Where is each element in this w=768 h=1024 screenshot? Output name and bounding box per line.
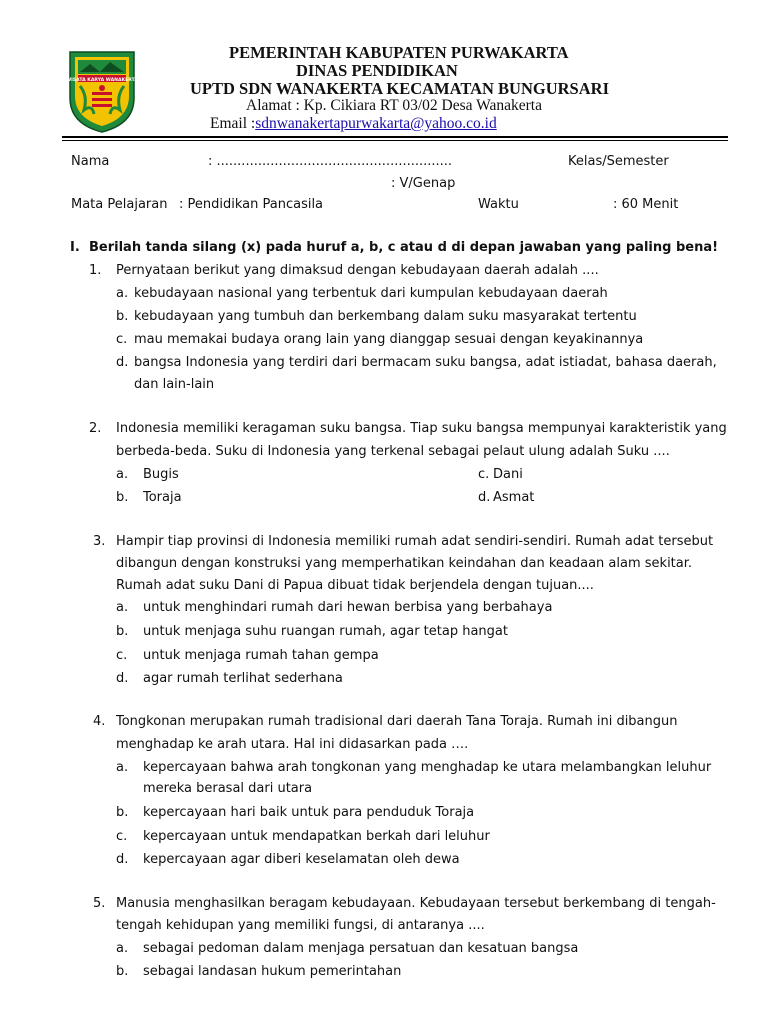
section-number: I. — [70, 240, 80, 255]
header-address: Alamat : Kp. Cikiara RT 03/02 Desa Wanakerta — [246, 97, 542, 114]
option-letter: b. — [116, 624, 129, 639]
option-text: kepercayaan untuk mendapatkan berkah dari leluhur — [143, 829, 490, 844]
class-value: : V/Genap — [391, 176, 456, 191]
header-divider-thick — [62, 136, 728, 138]
option-text: sebagai pedoman dalam menjaga persatuan dan kesatuan bangsa — [143, 941, 579, 956]
option-letter: b. — [116, 309, 129, 324]
question-number: 3. — [93, 534, 106, 549]
option-letter: a. — [116, 941, 129, 956]
name-label: Nama — [71, 154, 110, 169]
question-text: Tongkonan merupakan rumah tradisional dari daerah Tana Toraja. Rumah ini dibangun — [116, 714, 678, 729]
option-letter: c. — [478, 467, 490, 482]
option-text-continued: dan lain-lain — [134, 377, 215, 392]
option-letter: d. — [116, 671, 129, 686]
option-text: Dani — [493, 467, 523, 482]
question-text-continued: berbeda-beda. Suku di Indonesia yang terkenal sebagai pelaut ulung adalah Suku .... — [116, 444, 670, 459]
option-letter: a. — [116, 760, 129, 775]
option-text: sebagai landasan hukum pemerintahan — [143, 964, 402, 979]
option-text: Bugis — [143, 467, 179, 482]
option-letter: d. — [478, 490, 491, 505]
question-number: 2. — [89, 421, 102, 436]
email-label: Email : — [210, 115, 256, 132]
option-letter: a. — [116, 467, 129, 482]
option-letter: c. — [116, 829, 128, 844]
name-field: : ......................................................... — [208, 154, 453, 169]
option-letter: a. — [116, 600, 129, 615]
option-text: Toraja — [143, 490, 182, 505]
question-text-continued: dibangun dengan konstruksi yang memperhatikan keindahan dan keadaan alam sekitar. — [116, 556, 693, 571]
option-text: kebudayaan nasional yang terbentuk dari kumpulan kebudayaan daerah — [134, 286, 608, 301]
question-number: 4. — [93, 714, 106, 729]
question-text: Manusia menghasilkan beragam kebudayaan. Kebudayaan tersebut berkembang di tengah- — [116, 896, 716, 911]
option-letter: d. — [116, 355, 129, 370]
question-text: Indonesia memiliki keragaman suku bangsa. Tiap suku bangsa mempunyai karakteristik yang — [116, 421, 727, 436]
time-value: : 60 Menit — [613, 197, 679, 212]
class-label: Kelas/Semester — [568, 154, 669, 169]
emblem-motto: WISATA KARYA WANAKERTA — [66, 78, 138, 83]
option-text-continued: mereka berasal dari utara — [143, 781, 313, 796]
option-text: agar rumah terlihat sederhana — [143, 671, 343, 686]
question-text-continued: Rumah adat suku Dani di Papua dibuat tidak berjendela dengan tujuan.... — [116, 578, 594, 593]
regency-emblem-icon — [66, 48, 138, 134]
option-text: bangsa Indonesia yang terdiri dari bermacam suku bangsa, adat istiadat, bahasa daerah, — [134, 355, 717, 370]
subject-label: Mata Pelajaran — [71, 197, 168, 212]
header-government: PEMERINTAH KABUPATEN PURWAKARTA — [229, 43, 569, 62]
option-letter: c. — [116, 332, 128, 347]
subject-value: : Pendidikan Pancasila — [179, 197, 324, 212]
option-letter: b. — [116, 805, 129, 820]
header-school: UPTD SDN WANAKERTA KECAMATAN BUNGURSARI — [190, 79, 609, 98]
email-link[interactable]: sdnwanakertapurwakarta@yahoo.co.id — [255, 115, 497, 132]
option-letter: b. — [116, 964, 129, 979]
option-text: kebudayaan yang tumbuh dan berkembang dalam suku masyarakat tertentu — [134, 309, 637, 324]
question-text: Hampir tiap provinsi di Indonesia memiliki rumah adat sendiri-sendiri. Rumah adat tersebut — [116, 534, 714, 549]
option-letter: a. — [116, 286, 129, 301]
question-text-continued: tengah kehidupan yang memiliki fungsi, di antaranya .... — [116, 918, 485, 933]
option-text: kepercayaan hari baik untuk para penduduk Toraja — [143, 805, 475, 820]
time-label: Waktu — [478, 197, 519, 212]
header-email-row — [210, 115, 497, 133]
option-letter: d. — [116, 852, 129, 867]
question-number: 1. — [89, 263, 102, 278]
header-department: DINAS PENDIDIKAN — [296, 61, 458, 80]
option-text: kepercayaan bahwa arah tongkonan yang menghadap ke utara melambangkan leluhur — [143, 760, 712, 775]
option-text: untuk menjaga rumah tahan gempa — [143, 648, 379, 663]
option-letter: c. — [116, 648, 128, 663]
question-number: 5. — [93, 896, 106, 911]
option-text: untuk menjaga suhu ruangan rumah, agar tetap hangat — [143, 624, 508, 639]
question-text: Pernyataan berikut yang dimaksud dengan kebudayaan daerah adalah .... — [116, 263, 599, 278]
question-text-continued: menghadap ke arah utara. Hal ini didasarkan pada …. — [116, 737, 469, 752]
option-letter: b. — [116, 490, 129, 505]
header-divider-thin — [62, 140, 728, 141]
option-text: untuk menghindari rumah dari hewan berbisa yang berbahaya — [143, 600, 553, 615]
section-instruction: Berilah tanda silang (x) pada huruf a, b, c atau d di depan jawaban yang paling bena! — [89, 240, 719, 255]
option-text: Asmat — [493, 490, 535, 505]
option-text: mau memakai budaya orang lain yang dianggap sesuai dengan keyakinannya — [134, 332, 644, 347]
option-text: kepercayaan agar diberi keselamatan oleh dewa — [143, 852, 460, 867]
